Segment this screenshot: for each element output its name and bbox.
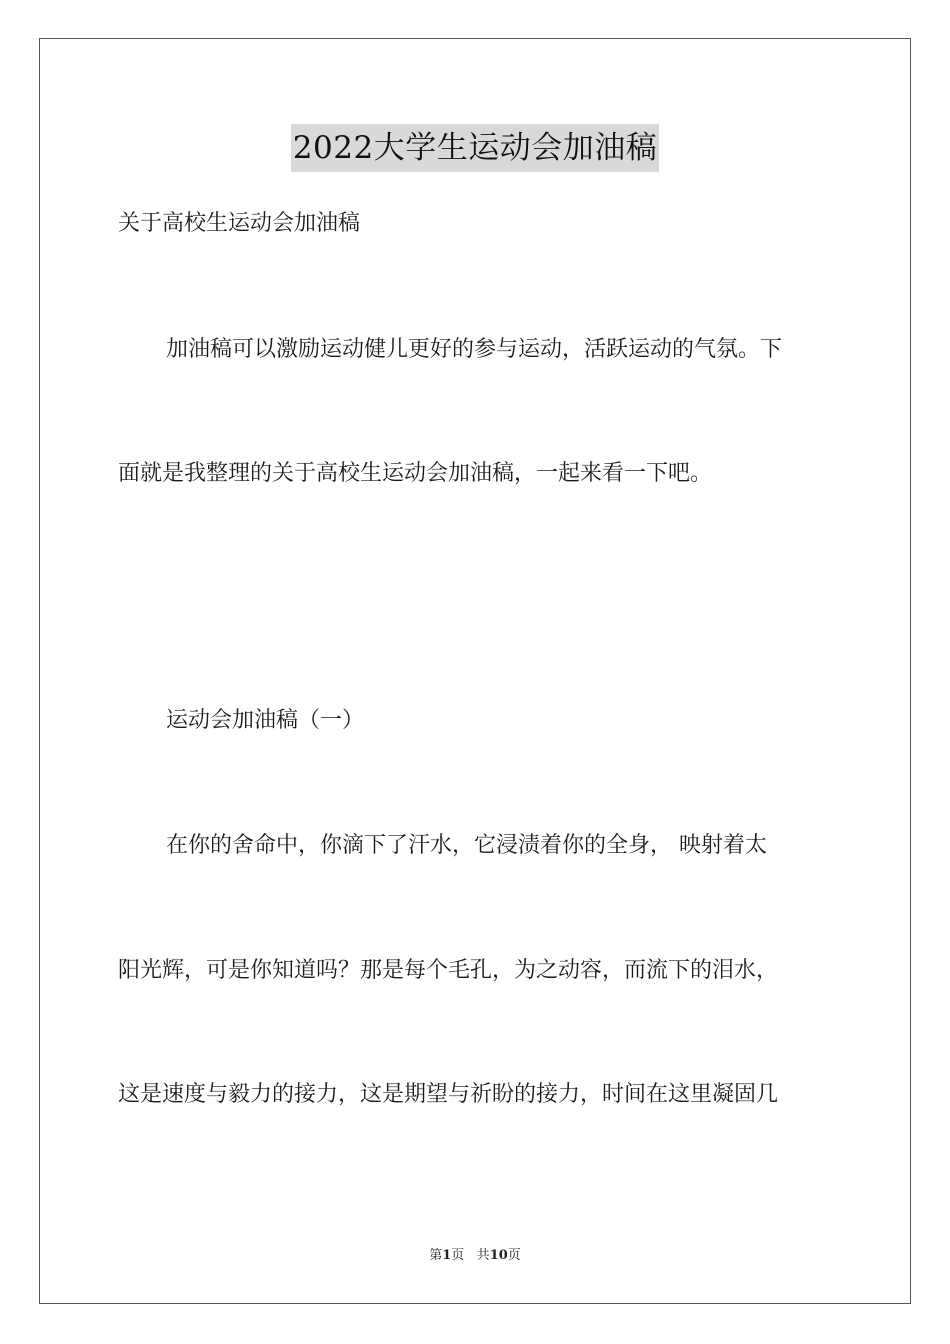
intro-line-2: 面就是我整理的关于高校生运动会加油稿，一起来看一下吧。 xyxy=(118,461,713,486)
page-footer xyxy=(0,1244,950,1263)
document-subtitle: 关于高校生运动会加油稿 xyxy=(118,211,361,236)
intro-line-1: 加油稿可以激励运动健儿更好的参与运动，活跃运动的气氛。下 xyxy=(166,337,783,362)
section-heading: 运动会加油稿（一） xyxy=(166,708,365,733)
footer-total-suffix: 页 xyxy=(507,1248,521,1263)
paragraph-line-2: 阳光辉，可是你知道吗？那是每个毛孔，为之动容，而流下的泪水， xyxy=(118,958,779,983)
paragraph-line-1: 在你的舍命中，你滴下了汗水，它浸渍着你的全身， 映射着太 xyxy=(166,833,767,858)
title-container xyxy=(0,124,950,172)
footer-page-prefix: 第 xyxy=(429,1248,443,1263)
footer-page-number: 1 xyxy=(442,1248,452,1263)
footer-page-suffix: 页 xyxy=(451,1248,465,1263)
footer-total-prefix: 共 xyxy=(476,1248,490,1263)
footer-total-pages: 10 xyxy=(489,1248,508,1263)
paragraph-line-3: 这是速度与毅力的接力，这是期望与祈盼的接力，时间在这里凝固几 xyxy=(118,1082,779,1107)
document-title: 2022大学生运动会加油稿 xyxy=(291,124,659,172)
